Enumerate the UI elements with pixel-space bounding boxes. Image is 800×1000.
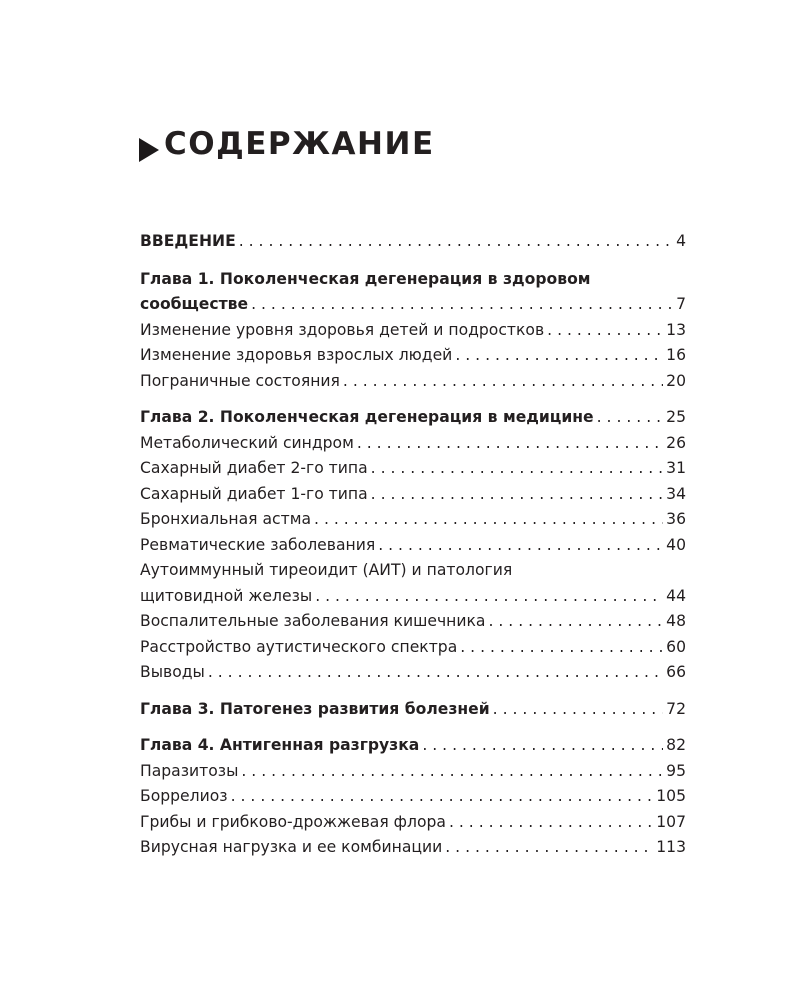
toc-entry-label: Ревматические заболевания: [140, 535, 376, 554]
page-heading: [139, 122, 435, 166]
toc-entry-label: Сахарный диабет 2-го типа: [140, 459, 368, 477]
dot-leader: [493, 697, 663, 723]
toc-entry-page: 7: [676, 295, 686, 313]
toc-entry-page: 34: [666, 484, 686, 503]
dot-leader: [455, 343, 663, 369]
dot-leader: [239, 229, 673, 255]
toc-chapter-1-title-line[interactable]: [140, 267, 686, 293]
toc-entry-label: ВВЕДЕНИЕ: [140, 232, 236, 250]
toc-entry[interactable]: [140, 759, 686, 785]
dot-leader: [314, 507, 663, 533]
toc-entry-label: Воспалительные заболевания кишечника: [140, 612, 486, 630]
toc-entry-page: 31: [666, 459, 686, 477]
toc-entry-page: 105: [656, 787, 686, 805]
dot-leader: [422, 733, 663, 759]
toc-entry-label: щитовидной железы: [140, 586, 313, 605]
dot-leader: [460, 635, 663, 661]
toc-entry-label: Расстройство аутистического спектра: [140, 637, 458, 656]
toc-entry-page: 113: [656, 838, 686, 856]
toc-chapter-title: Глава 3. Патогенез развития болезней: [140, 699, 490, 718]
toc-chapter-title: Глава 1. Поколенческая дегенерация в здоровом: [140, 269, 591, 288]
toc-entry[interactable]: [140, 635, 686, 661]
toc-entry-page: 40: [666, 535, 686, 554]
toc-entry-page: 107: [656, 812, 686, 831]
dot-leader: [371, 456, 664, 482]
dot-leader: [315, 584, 663, 610]
toc-entry-label: Бронхиальная астма: [140, 510, 312, 528]
dot-leader: [445, 835, 653, 861]
toc-entry[interactable]: [140, 609, 686, 635]
toc-chapter-1[interactable]: [140, 292, 686, 318]
dot-leader: [597, 405, 664, 431]
toc-entry-continued[interactable]: [140, 558, 686, 584]
dot-leader: [547, 318, 663, 344]
toc-entry-label: Вирусная нагрузка и ее комбинации: [140, 838, 443, 856]
toc-entry-page: 26: [666, 433, 686, 452]
toc-entry-label: Сахарный диабет 1-го типа: [140, 484, 368, 503]
toc-entry-page: 16: [666, 346, 686, 364]
toc-entry-page: 20: [666, 371, 686, 390]
toc-chapter-title: Глава 4. Антигенная разгрузка: [140, 736, 420, 754]
dot-leader: [241, 759, 663, 785]
toc-entry-label: Паразитозы: [140, 761, 239, 780]
toc-entry-page: 95: [666, 761, 686, 780]
toc-entry-page: 72: [666, 699, 686, 718]
toc-entry-label: Грибы и грибково-дрожжевая флора: [140, 812, 446, 831]
dot-leader: [208, 660, 663, 686]
toc-entry[interactable]: [140, 533, 686, 559]
toc-entry-page: 36: [666, 510, 686, 528]
toc-entry-page: 60: [666, 637, 686, 656]
toc-chapter-title: Глава 2. Поколенческая дегенерация в медицине: [140, 408, 594, 426]
toc-entry-label: Боррелиоз: [140, 787, 228, 805]
toc-entry[interactable]: [140, 431, 686, 457]
toc-entry[interactable]: [140, 784, 686, 810]
toc-entry-label: Пограничные состояния: [140, 371, 340, 390]
toc-entry-label: Метаболический синдром: [140, 433, 354, 452]
toc-entry-label: Изменение уровня здоровья детей и подростков: [140, 320, 545, 339]
toc-entry-page: 44: [666, 586, 686, 605]
toc-entry[interactable]: [140, 810, 686, 836]
dot-leader: [231, 784, 654, 810]
dot-leader: [378, 533, 663, 559]
toc-entry-page: 48: [666, 612, 686, 630]
toc-chapter-title: сообществе: [140, 295, 249, 313]
toc-entry[interactable]: [140, 507, 686, 533]
dot-leader: [343, 369, 663, 395]
toc-entry-page: 4: [676, 232, 686, 250]
dot-leader: [449, 810, 653, 836]
toc-entry[interactable]: [140, 660, 686, 686]
table-of-contents: [140, 229, 686, 861]
toc-entry-label: Аутоиммунный тиреоидит (АИТ) и патология: [140, 561, 513, 579]
toc-entry-label: Изменение здоровья взрослых людей: [140, 346, 453, 364]
toc-entry[interactable]: [140, 369, 686, 395]
dot-leader: [251, 292, 673, 318]
toc-entry[interactable]: [140, 482, 686, 508]
toc-entry-page: 13: [666, 320, 686, 339]
toc-entry-page: 25: [666, 408, 686, 426]
toc-entry[interactable]: [140, 343, 686, 369]
page-title: СОДЕРЖАНИЕ: [164, 126, 435, 162]
toc-entry-intro[interactable]: [140, 229, 686, 255]
dot-leader: [371, 482, 664, 508]
dot-leader: [488, 609, 663, 635]
toc-entry-label: Выводы: [140, 663, 205, 681]
toc-entry[interactable]: [140, 456, 686, 482]
toc-entry[interactable]: [140, 584, 686, 610]
toc-entry[interactable]: [140, 835, 686, 861]
toc-chapter-4[interactable]: [140, 733, 686, 759]
dot-leader: [357, 431, 663, 457]
toc-entry-page: 66: [666, 663, 686, 681]
toc-entry-page: 82: [666, 736, 686, 754]
toc-chapter-3[interactable]: [140, 697, 686, 723]
toc-entry[interactable]: [140, 318, 686, 344]
triangle-right-icon: [139, 138, 159, 162]
toc-chapter-2[interactable]: [140, 405, 686, 431]
